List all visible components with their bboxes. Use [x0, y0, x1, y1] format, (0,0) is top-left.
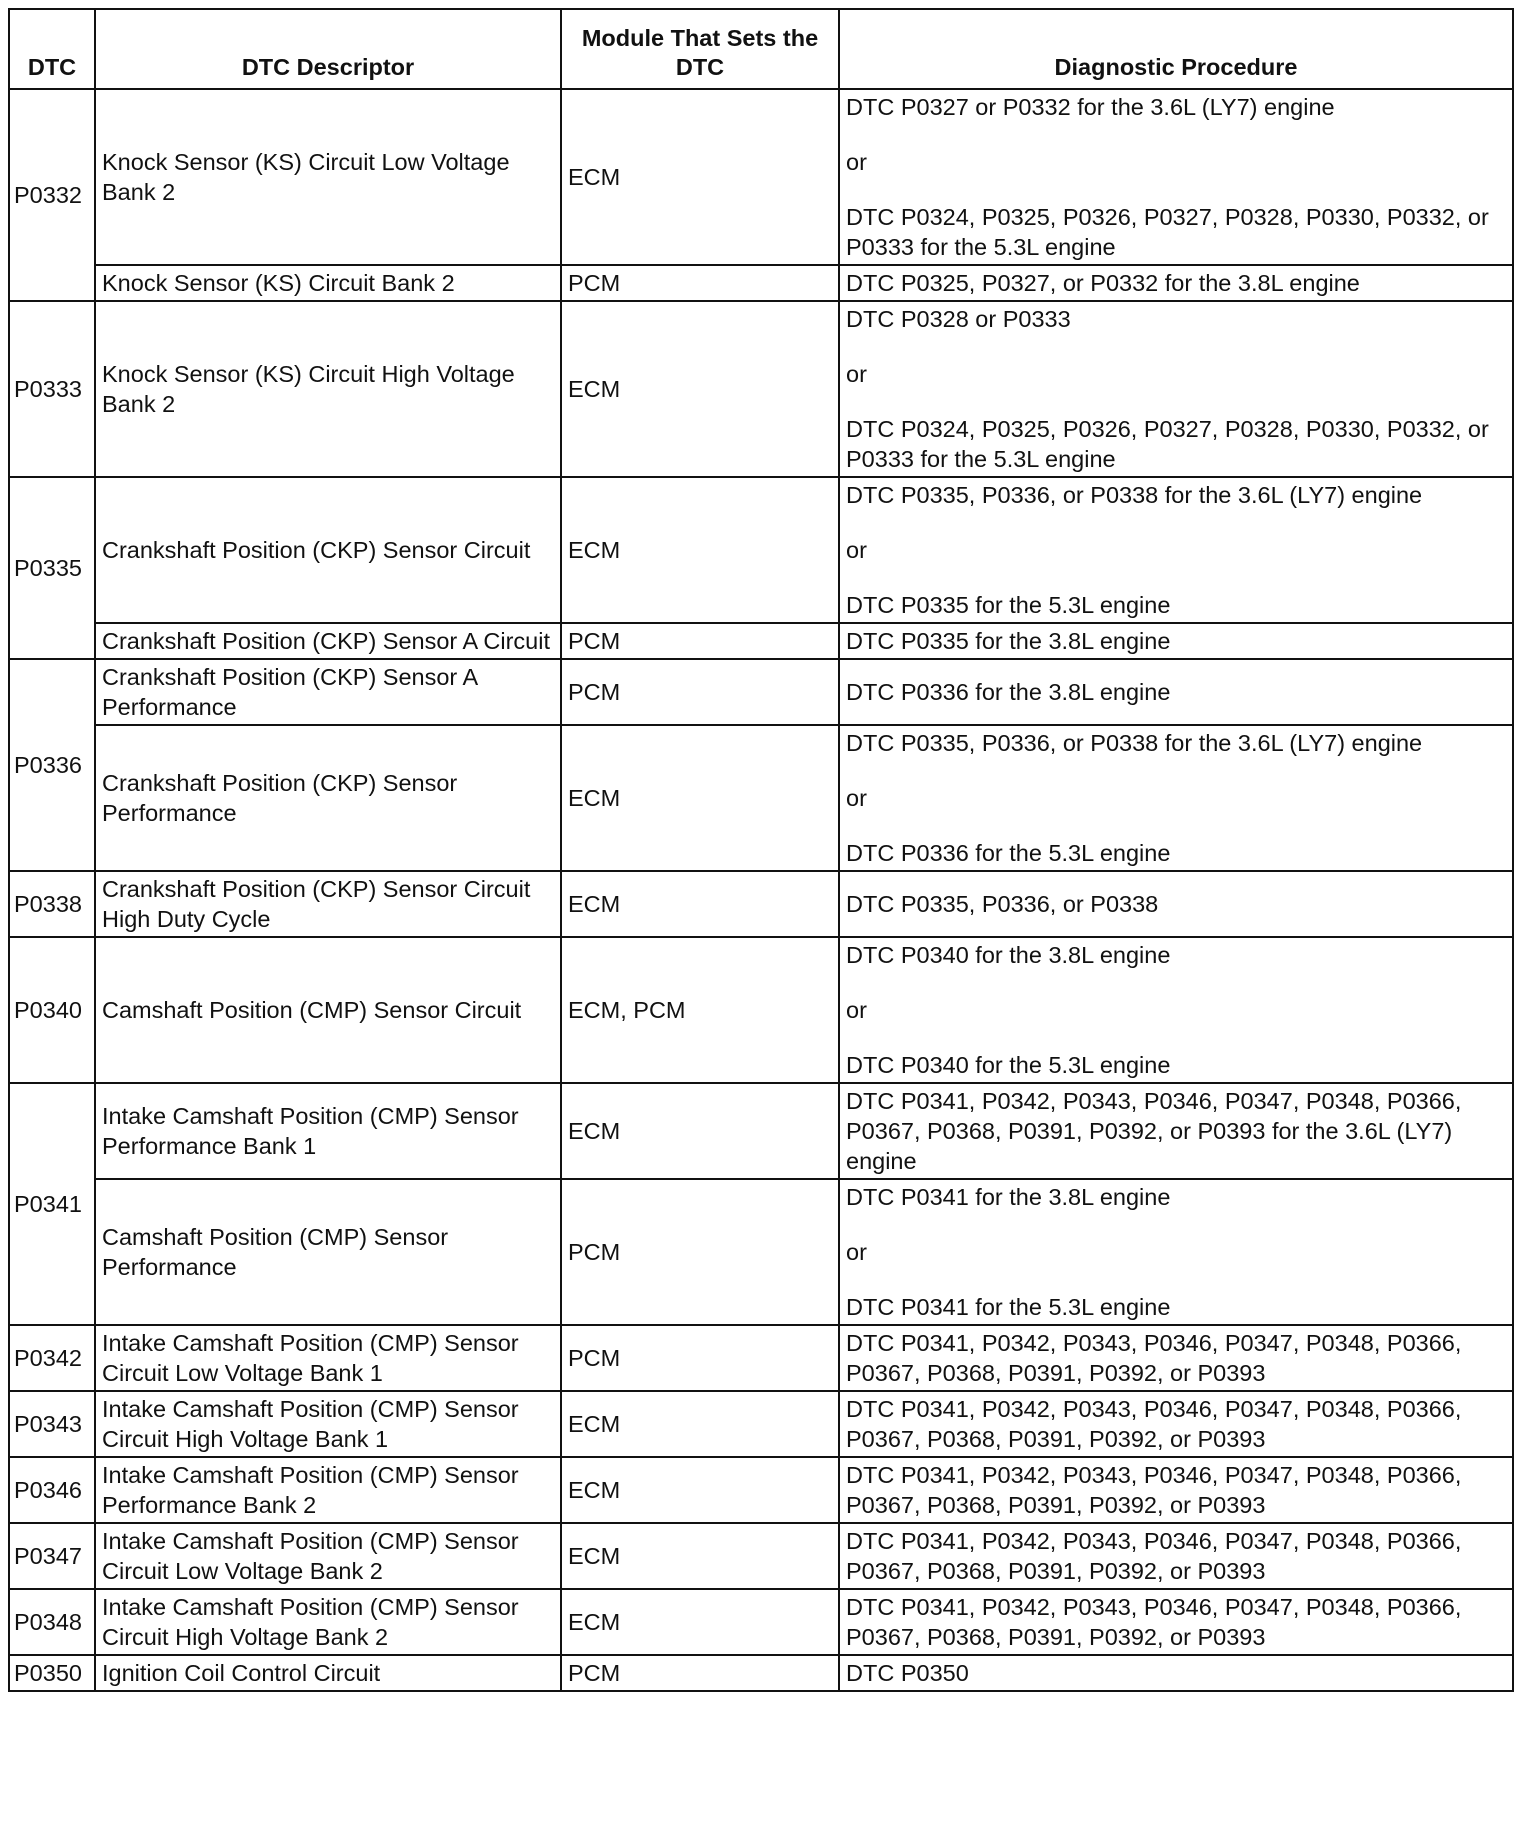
descriptor-cell: Camshaft Position (CMP) Sensor Performance — [95, 1179, 561, 1325]
procedure-line: DTC P0341, P0342, P0343, P0346, P0347, P0348, P0366, P0367, P0368, P0391, P0392, or P0393 — [846, 1528, 1462, 1584]
procedure-line: DTC P0328 or P0333 — [846, 306, 1071, 332]
procedure-line: DTC P0341, P0342, P0343, P0346, P0347, P0348, P0366, P0367, P0368, P0391, P0392, or P0393 — [846, 1330, 1462, 1386]
dtc-code-cell: P0332 — [9, 89, 95, 301]
module-cell: ECM — [561, 477, 839, 623]
header-module: Module That Sets the DTC — [561, 9, 839, 89]
procedure-cell — [839, 1457, 1513, 1523]
procedure-cell — [839, 89, 1513, 265]
procedure-line: or — [846, 537, 867, 563]
procedure-line: DTC P0335 for the 5.3L engine — [846, 592, 1171, 618]
table-row — [9, 659, 1513, 725]
procedure-cell — [839, 659, 1513, 725]
procedure-line: DTC P0341, P0342, P0343, P0346, P0347, P0348, P0366, P0367, P0368, P0391, P0392, or P0393 — [846, 1594, 1462, 1650]
procedure-cell — [839, 477, 1513, 623]
module-cell: ECM — [561, 301, 839, 477]
procedure-cell — [839, 871, 1513, 937]
header-procedure: Diagnostic Procedure — [839, 9, 1513, 89]
procedure-line: or — [846, 997, 867, 1023]
procedure-cell — [839, 1523, 1513, 1589]
module-cell: PCM — [561, 1325, 839, 1391]
header-row — [9, 9, 1513, 89]
header-dtc: DTC — [9, 9, 95, 89]
procedure-line: DTC P0341 for the 3.8L engine — [846, 1184, 1171, 1210]
table-row — [9, 1325, 1513, 1391]
module-cell: ECM — [561, 1457, 839, 1523]
table-row — [9, 937, 1513, 1083]
descriptor-cell: Crankshaft Position (CKP) Sensor Circuit — [95, 477, 561, 623]
procedure-line: or — [846, 1239, 867, 1265]
dtc-code-cell: P0333 — [9, 301, 95, 477]
procedure-line: DTC P0335, P0336, or P0338 for the 3.6L (LY7) engine — [846, 482, 1423, 508]
procedure-line: DTC P0341, P0342, P0343, P0346, P0347, P0348, P0366, P0367, P0368, P0391, P0392, or P0393 — [846, 1396, 1462, 1452]
procedure-cell — [839, 725, 1513, 871]
module-cell: ECM — [561, 1391, 839, 1457]
descriptor-cell: Crankshaft Position (CKP) Sensor Circuit High Duty Cycle — [95, 871, 561, 937]
module-cell: PCM — [561, 659, 839, 725]
descriptor-cell: Intake Camshaft Position (CMP) Sensor Circuit Low Voltage Bank 1 — [95, 1325, 561, 1391]
dtc-code-cell: P0341 — [9, 1083, 95, 1325]
module-cell: ECM — [561, 871, 839, 937]
procedure-cell — [839, 265, 1513, 301]
module-cell: PCM — [561, 265, 839, 301]
procedure-cell — [839, 1083, 1513, 1179]
table-row — [9, 1589, 1513, 1655]
dtc-code-cell: P0336 — [9, 659, 95, 871]
procedure-cell — [839, 1391, 1513, 1457]
dtc-code-cell: P0343 — [9, 1391, 95, 1457]
procedure-cell — [839, 1655, 1513, 1691]
procedure-cell — [839, 623, 1513, 659]
table-row — [9, 477, 1513, 623]
dtc-code-cell: P0348 — [9, 1589, 95, 1655]
procedure-line: or — [846, 361, 867, 387]
module-cell: ECM — [561, 1523, 839, 1589]
module-cell: ECM, PCM — [561, 937, 839, 1083]
dtc-code-cell: P0347 — [9, 1523, 95, 1589]
procedure-line: DTC P0325, P0327, or P0332 for the 3.8L engine — [846, 270, 1360, 296]
module-cell: ECM — [561, 1589, 839, 1655]
descriptor-cell: Intake Camshaft Position (CMP) Sensor Performance Bank 2 — [95, 1457, 561, 1523]
procedure-line: or — [846, 149, 867, 175]
module-cell: PCM — [561, 1655, 839, 1691]
procedure-cell — [839, 937, 1513, 1083]
table-row — [9, 1457, 1513, 1523]
table-row — [9, 1391, 1513, 1457]
table-row — [9, 1083, 1513, 1179]
dtc-code-cell: P0342 — [9, 1325, 95, 1391]
descriptor-cell: Intake Camshaft Position (CMP) Sensor Performance Bank 1 — [95, 1083, 561, 1179]
procedure-line: DTC P0336 for the 5.3L engine — [846, 840, 1171, 866]
table-row — [9, 1655, 1513, 1691]
descriptor-cell: Knock Sensor (KS) Circuit High Voltage Bank 2 — [95, 301, 561, 477]
descriptor-cell: Ignition Coil Control Circuit — [95, 1655, 561, 1691]
procedure-line: DTC P0324, P0325, P0326, P0327, P0328, P0330, P0332, or P0333 for the 5.3L engine — [846, 416, 1489, 472]
procedure-line: DTC P0341, P0342, P0343, P0346, P0347, P0348, P0366, P0367, P0368, P0391, P0392, or P0393 — [846, 1462, 1462, 1518]
table-row — [9, 265, 1513, 301]
descriptor-cell: Crankshaft Position (CKP) Sensor Performance — [95, 725, 561, 871]
descriptor-cell: Knock Sensor (KS) Circuit Bank 2 — [95, 265, 561, 301]
procedure-line: DTC P0335, P0336, or P0338 for the 3.6L (LY7) engine — [846, 730, 1423, 756]
procedure-line: DTC P0324, P0325, P0326, P0327, P0328, P0330, P0332, or P0333 for the 5.3L engine — [846, 204, 1489, 260]
dtc-table — [8, 8, 1514, 1692]
procedure-line: DTC P0340 for the 5.3L engine — [846, 1052, 1171, 1078]
table-row — [9, 89, 1513, 265]
header-descriptor: DTC Descriptor — [95, 9, 561, 89]
table-body — [9, 89, 1513, 1691]
module-cell: ECM — [561, 1083, 839, 1179]
procedure-line: or — [846, 785, 867, 811]
descriptor-cell: Intake Camshaft Position (CMP) Sensor Circuit Low Voltage Bank 2 — [95, 1523, 561, 1589]
module-cell: PCM — [561, 623, 839, 659]
descriptor-cell: Intake Camshaft Position (CMP) Sensor Circuit High Voltage Bank 1 — [95, 1391, 561, 1457]
module-cell: ECM — [561, 725, 839, 871]
descriptor-cell: Knock Sensor (KS) Circuit Low Voltage Bank 2 — [95, 89, 561, 265]
descriptor-cell: Camshaft Position (CMP) Sensor Circuit — [95, 937, 561, 1083]
module-cell: ECM — [561, 89, 839, 265]
dtc-code-cell: P0350 — [9, 1655, 95, 1691]
procedure-line: DTC P0350 — [846, 1660, 969, 1686]
descriptor-cell: Intake Camshaft Position (CMP) Sensor Circuit High Voltage Bank 2 — [95, 1589, 561, 1655]
dtc-code-cell: P0346 — [9, 1457, 95, 1523]
procedure-cell — [839, 1179, 1513, 1325]
procedure-cell — [839, 301, 1513, 477]
descriptor-cell: Crankshaft Position (CKP) Sensor A Circuit — [95, 623, 561, 659]
procedure-line: DTC P0335 for the 3.8L engine — [846, 628, 1171, 654]
procedure-line: DTC P0327 or P0332 for the 3.6L (LY7) engine — [846, 94, 1335, 120]
dtc-code-cell: P0335 — [9, 477, 95, 659]
table-row — [9, 301, 1513, 477]
table-row — [9, 725, 1513, 871]
procedure-cell — [839, 1325, 1513, 1391]
table-row — [9, 1523, 1513, 1589]
dtc-code-cell: P0340 — [9, 937, 95, 1083]
table-row — [9, 623, 1513, 659]
table-row — [9, 871, 1513, 937]
procedure-cell — [839, 1589, 1513, 1655]
procedure-line: DTC P0335, P0336, or P0338 — [846, 891, 1159, 917]
module-cell: PCM — [561, 1179, 839, 1325]
procedure-line: DTC P0340 for the 3.8L engine — [846, 942, 1171, 968]
procedure-line: DTC P0336 for the 3.8L engine — [846, 679, 1171, 705]
table-row — [9, 1179, 1513, 1325]
descriptor-cell: Crankshaft Position (CKP) Sensor A Performance — [95, 659, 561, 725]
procedure-line: DTC P0341, P0342, P0343, P0346, P0347, P0348, P0366, P0367, P0368, P0391, P0392, or P0393 for the 3.6L (LY7) engine — [846, 1088, 1462, 1174]
procedure-line: DTC P0341 for the 5.3L engine — [846, 1294, 1171, 1320]
dtc-code-cell: P0338 — [9, 871, 95, 937]
